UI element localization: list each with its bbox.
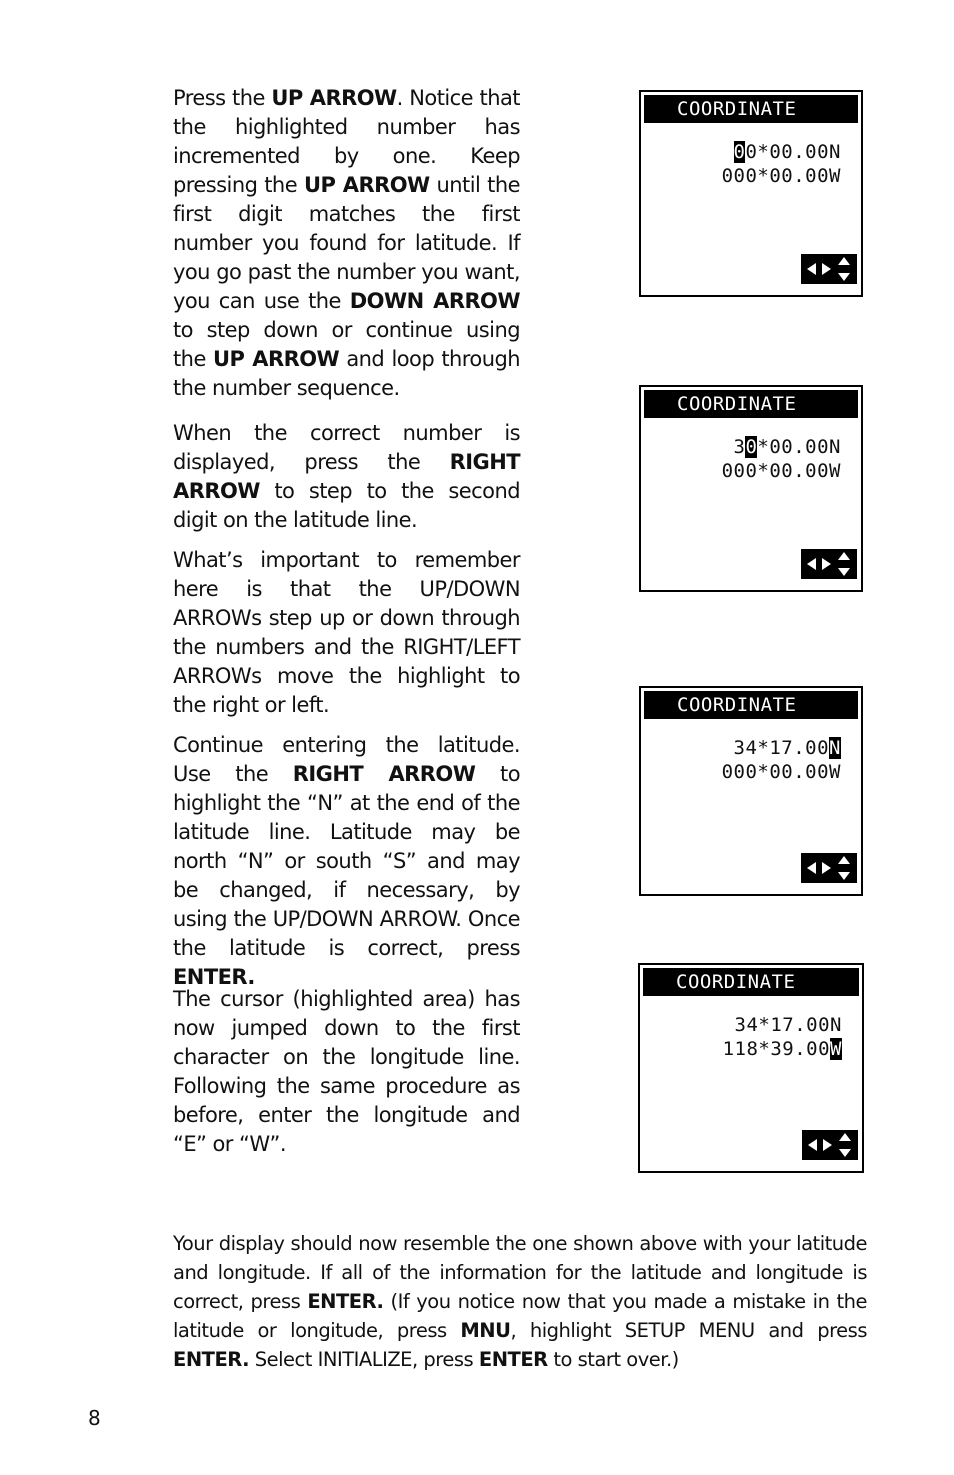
text: to step down or continue using the	[173, 318, 520, 371]
text: (If you notice now that you made a mistake in the latitude or longitude, press	[173, 1290, 867, 1342]
bold-text: UP ARROW	[271, 86, 397, 110]
text: . Notice that the highlighted number has incremented by one. Keep pressing the	[173, 86, 520, 197]
page-number: 8	[88, 1406, 101, 1430]
longitude-text: 000*00.00W	[721, 165, 841, 187]
longitude-line	[722, 459, 841, 483]
latitude-text: 3	[733, 436, 746, 458]
latitude-line	[734, 435, 841, 459]
latitude-text: 34*17.00	[733, 737, 830, 759]
instruction-paragraph-4	[173, 731, 520, 992]
bold-text: ENTER.	[173, 1348, 250, 1371]
bold-text: UP ARROW	[303, 173, 430, 197]
text: Continue entering the latitude. Use the	[173, 733, 520, 786]
cursor-highlight: 0	[733, 141, 746, 163]
coordinate-screen-1	[639, 90, 863, 297]
coordinate-screen-4	[638, 963, 864, 1173]
arrow-keys-icon	[801, 853, 857, 883]
bold-text: ENTER.	[173, 965, 255, 989]
longitude-text: 118*39.00	[722, 1038, 831, 1060]
bold-text: MNU	[460, 1319, 511, 1342]
instruction-paragraph-5	[173, 985, 520, 1159]
cursor-highlight: W	[830, 1038, 842, 1060]
instruction-paragraph-2	[173, 419, 520, 535]
bold-text: RIGHT ARROW	[292, 762, 476, 786]
text: Your display should now resemble the one shown above with your latitude and longitude. If all of the information for the latitude and longitude is correct, press	[173, 1232, 867, 1313]
text: When the correct number is displayed, press the	[173, 421, 520, 474]
cursor-highlight: 0	[745, 436, 758, 458]
bold-text: ENTER	[478, 1348, 548, 1371]
longitude-text: 000*00.00W	[721, 460, 841, 482]
screen-title: COORDINATE	[644, 95, 858, 123]
latitude-line	[734, 736, 841, 760]
instruction-paragraph-1	[173, 84, 520, 403]
latitude-line	[735, 1013, 842, 1037]
arrow-keys-icon	[801, 549, 857, 579]
latitude-text: *00.00N	[757, 436, 841, 458]
coordinate-screen-2	[639, 385, 863, 592]
text: until the first digit matches the first number you found for latitude. If you go past the number you want, you can use the	[173, 173, 520, 313]
text: and loop through the number sequence.	[173, 347, 520, 400]
screen-title: COORDINATE	[643, 968, 859, 996]
arrow-keys-icon	[802, 1130, 858, 1160]
coordinate-screen-3	[639, 686, 863, 896]
latitude-line	[734, 140, 841, 164]
bold-text: RIGHT ARROW	[173, 450, 520, 503]
text: , highlight SETUP MENU and press	[510, 1319, 867, 1342]
longitude-line	[723, 1037, 842, 1061]
text: to start over.)	[547, 1348, 679, 1371]
cursor-highlight: N	[829, 737, 841, 759]
longitude-line	[722, 760, 841, 784]
text: The cursor (highlighted area) has now jumped down to the first character on the longitude line. Following the same procedure as before, enter the longitude and “E” or “W”.	[173, 987, 520, 1156]
bold-text: DOWN ARROW	[349, 289, 520, 313]
longitude-line	[722, 164, 841, 188]
text: to step to the second digit on the latitude line.	[173, 479, 520, 532]
latitude-text: 34*17.00N	[734, 1014, 842, 1036]
screen-title: COORDINATE	[644, 390, 858, 418]
text: Select INITIALIZE, press	[249, 1348, 479, 1371]
bold-text: UP ARROW	[213, 347, 340, 371]
instruction-paragraph-3	[173, 546, 520, 720]
bold-text: ENTER.	[307, 1290, 384, 1313]
text: to highlight the “N” at the end of the latitude line. Latitude may be north “N” or south “S” and may be changed, if necessary, by using the UP/DOWN ARROW. Once the latitude is correct, press	[173, 762, 520, 960]
text: Press the	[173, 86, 272, 110]
screen-title: COORDINATE	[644, 691, 858, 719]
text: What’s important to remember here is that the UP/DOWN ARROWs step up or down through the numbers and the RIGHT/LEFT ARROWs move the highlight to the right or left.	[173, 548, 520, 717]
summary-paragraph	[173, 1229, 867, 1374]
latitude-text: 0*00.00N	[745, 141, 841, 163]
longitude-text: 000*00.00W	[721, 761, 841, 783]
arrow-keys-icon	[801, 254, 857, 284]
